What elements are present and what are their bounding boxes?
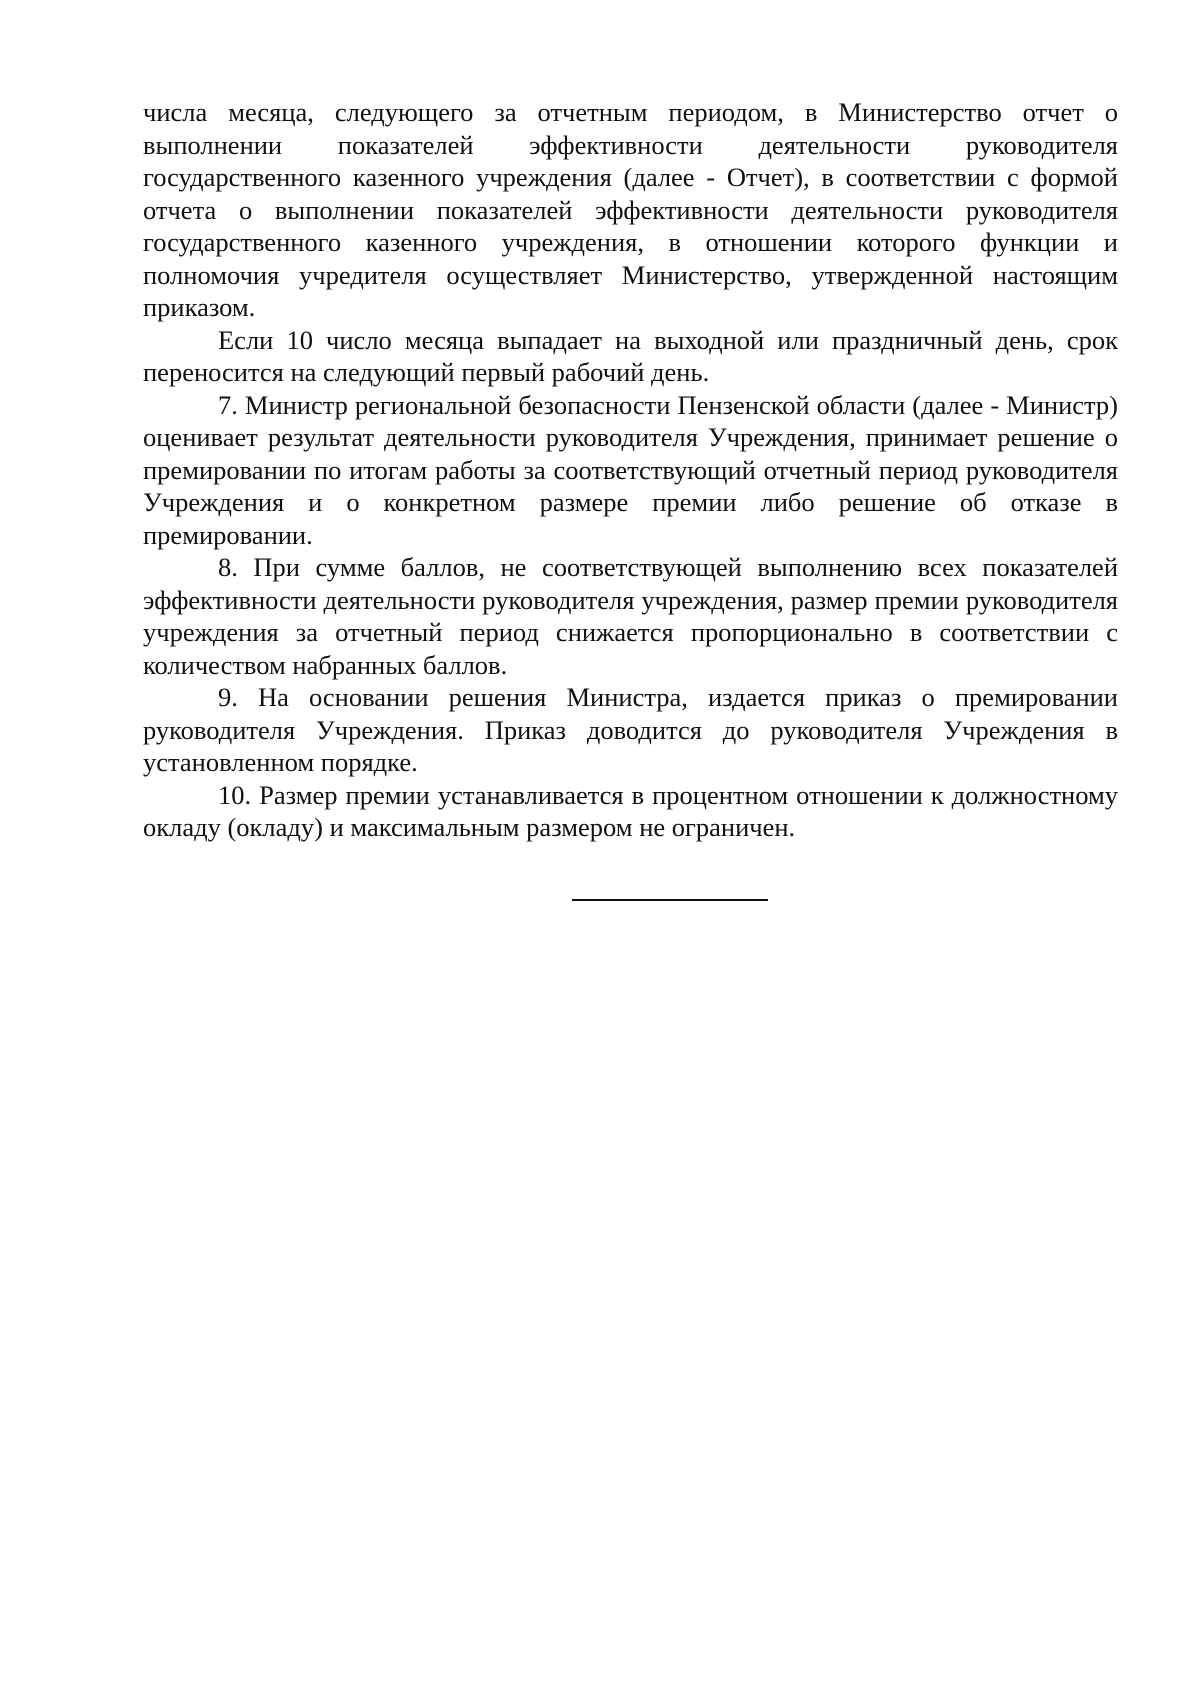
document-body bbox=[143, 96, 1118, 844]
paragraph-continuation: числа месяца, следующего за отчетным периодом, в Министерство отчет о выполнении показателей эффективности деятельности руководителя государственного казенного учреждения (далее - Отчет), в соответствии с формой отчета о выполнении показателей эффективности деятельности руководителя государственного казенного учреждения, в отношении которого функции и полномочия учредителя осуществляет Министерство, утвержденной настоящим приказом. bbox=[143, 97, 1118, 322]
paragraph-item-9: 9. На основании решения Министра, издается приказ о премировании руководителя Учреждения. Приказ доводится до руководителя Учреждения в установленном порядке. bbox=[143, 682, 1118, 777]
paragraph-item-7: 7. Министр региональной безопасности Пензенской области (далее - Министр) оценивает результат деятельности руководителя Учреждения, принимает решение о премировании по итогам работы за соответствующий отчетный период руководителя Учреждения и о конкретном размере премии либо решение об отказе в премировании. bbox=[143, 389, 1118, 550]
end-divider-line bbox=[572, 899, 768, 901]
paragraph-item-8: 8. При сумме баллов, не соответствующей выполнению всех показателей эффективности деятельности руководителя учреждения, размер премии руководителя учреждения за отчетный период снижается пропорционально в соответствии с количеством набранных баллов. bbox=[143, 552, 1118, 680]
paragraph-deadline-transfer: Если 10 число месяца выпадает на выходной или праздничный день, срок переносится на следующий первый рабочий день. bbox=[143, 324, 1118, 387]
paragraph-item-10: 10. Размер премии устанавливается в процентном отношении к должностному окладу (окладу) и максимальным размером не ограничен. bbox=[143, 779, 1118, 842]
